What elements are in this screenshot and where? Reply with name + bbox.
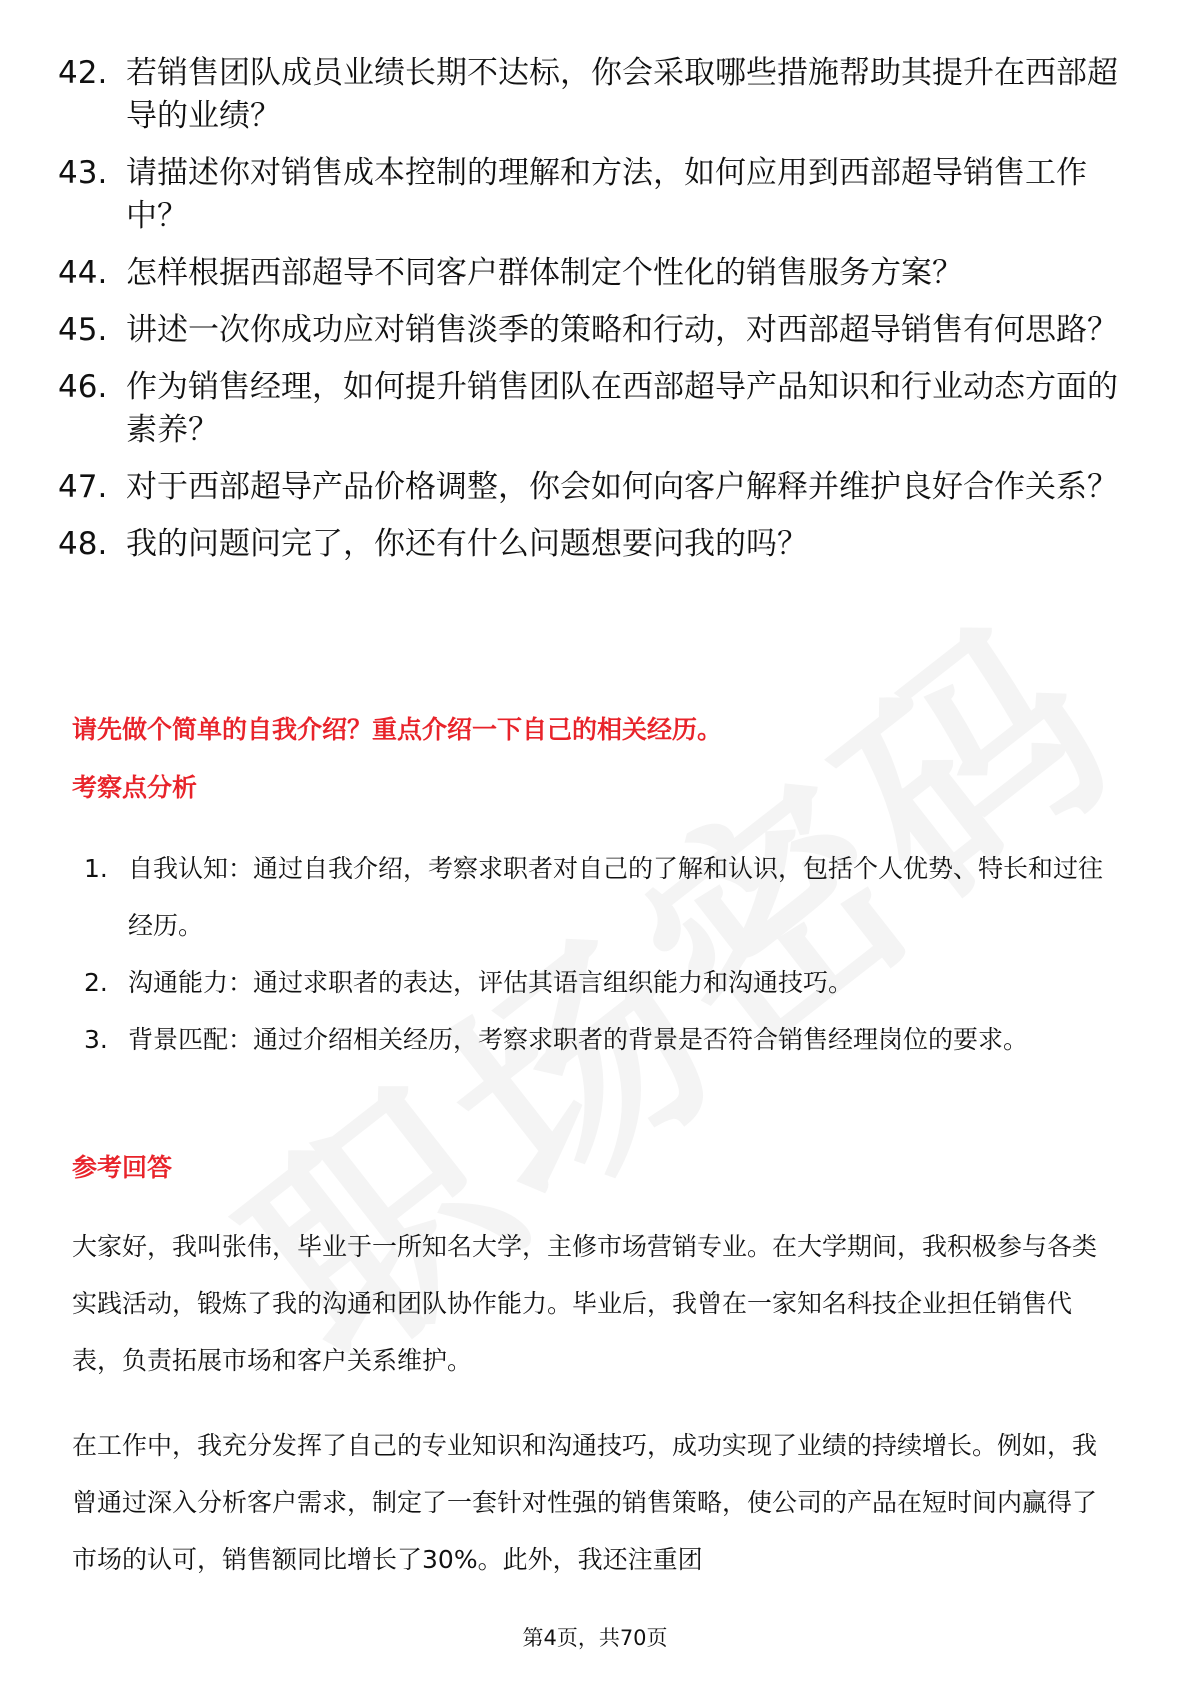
question-number: 42. [58,55,108,91]
page-footer: 第4页，共70页 [522,1626,668,1650]
analysis-item [84,1011,1124,1068]
analysis-text: 沟通能力：通过求职者的表达，评估其语言组织能力和沟通技巧。 [128,968,854,997]
question-item [58,366,1138,452]
answer-heading: 参考回答 [72,1153,173,1182]
question-number: 44. [58,255,108,291]
question-text: 我的问题问完了，你还有什么问题想要问我的吗？ [126,526,808,562]
question-text: 作为销售经理，如何提升销售团队在西部超导产品知识和行业动态方面的素养？ [126,369,1118,448]
question-item [58,309,1138,352]
analysis-item [84,954,1124,1011]
question-text: 若销售团队成员业绩长期不达标，你会采取哪些措施帮助其提升在西部超导的业绩？ [126,55,1118,134]
question-item [58,523,1138,566]
answer-paragraph: 大家好，我叫张伟，毕业于一所知名大学，主修市场营销专业。在大学期间，我积极参与各类实践活动，锻炼了我的沟通和团队协作能力。毕业后，我曾在一家知名科技企业担任销售代表，负责拓展市场和客户关系维护。 [72,1232,1098,1375]
question-number: 45. [58,312,108,348]
question-item [58,152,1138,238]
question-item [58,52,1138,138]
analysis-text: 背景匹配：通过介绍相关经历，考察求职者的背景是否符合销售经理岗位的要求。 [128,1025,1029,1054]
analysis-number: 3. [84,1025,108,1054]
question-title: 请先做个简单的自我介绍？重点介绍一下自己的相关经历。 [72,715,723,744]
question-item [58,252,1138,295]
question-number: 48. [58,526,108,562]
question-text: 讲述一次你成功应对销售淡季的策略和行动，对西部超导销售有何思路？ [126,312,1118,348]
question-number: 43. [58,155,108,191]
analysis-number: 1. [84,854,108,883]
analysis-number: 2. [84,968,108,997]
question-text: 怎样根据西部超导不同客户群体制定个性化的销售服务方案？ [126,255,963,291]
answer-paragraph: 在工作中，我充分发挥了自己的专业知识和沟通技巧，成功实现了业绩的持续增长。例如，我曾通过深入分析客户需求，制定了一套针对性强的销售策略，使公司的产品在短时间内赢得了市场的认可，销售额同比增长了30%。此外，我还注重团 [72,1431,1098,1574]
analysis-item [84,840,1124,954]
question-text: 请描述你对销售成本控制的理解和方法，如何应用到西部超导销售工作中？ [126,155,1087,234]
question-item [58,466,1138,509]
analysis-list [84,840,1124,1068]
question-number: 46. [58,369,108,405]
analysis-heading: 考察点分析 [72,773,198,802]
question-number: 47. [58,469,108,505]
question-text: 对于西部超导产品价格调整，你会如何向客户解释并维护良好合作关系？ [126,469,1118,505]
question-list [58,52,1138,580]
analysis-text: 自我认知：通过自我介绍，考察求职者对自己的了解和认识，包括个人优势、特长和过往经历。 [128,854,1104,940]
